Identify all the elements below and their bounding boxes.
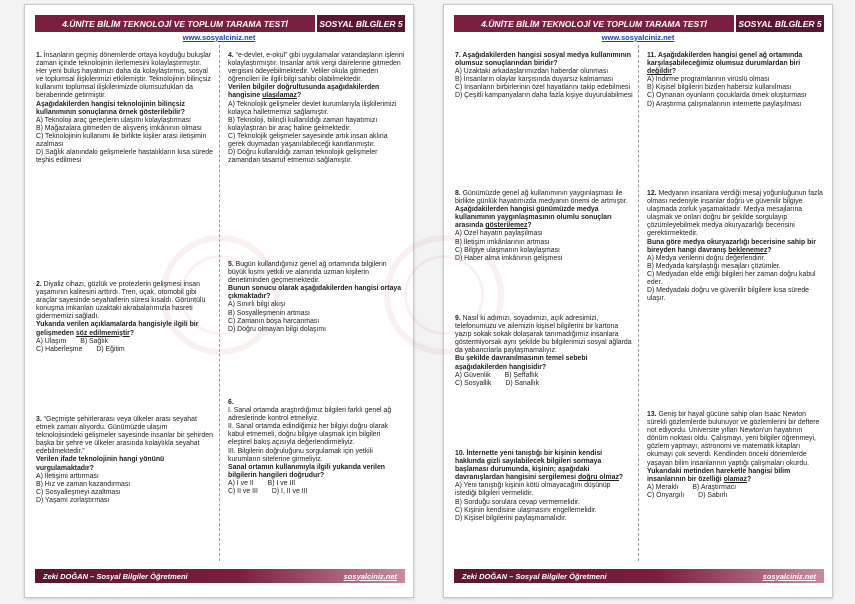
option-d[interactable]: D) Araştırma çalışmalarının internette paylaşılması xyxy=(647,100,802,108)
question-stem: Nasıl ki adımızı, soyadımızı, açık adresimizi, telefonumuzu ve ailemizin kişisel bilgilerini bir kartona yazıp sokak sokak dolaşarak tanımadığımız insanlara göstermiyorsak aynı şekilde bu bilgilerimizi sosyal ağlarda da yabancılarla paylaşmamalıyız. xyxy=(455,315,632,355)
question-number: 7. xyxy=(455,52,461,59)
option-c[interactable]: C) II ve III xyxy=(228,488,258,496)
statement-3: III. Bilgilerin doğruluğunu sorgulamak için yetkili kurumların sitelerine girmeliyiz. xyxy=(228,447,373,463)
option-c[interactable]: C) Haberleşme xyxy=(36,345,83,353)
question-number: 13. xyxy=(647,411,657,418)
header-subject: SOSYAL BİLGİLER 5 xyxy=(315,15,405,32)
option-d[interactable]: D) Doğru olmayan bilgi dolaşımı xyxy=(228,325,327,333)
option-c[interactable]: C) Medyadan elde ettiği bilgileri her zaman doğru kabul eder. xyxy=(647,270,816,287)
option-d[interactable]: D) Sağlık alanındaki gelişmelerle hastalıkların kısa sürede teşhis edilmesi xyxy=(36,149,213,165)
question-11 xyxy=(647,52,825,109)
question-number: 11. xyxy=(647,52,657,59)
question-ask-end: ? xyxy=(296,92,302,100)
question-ask-underlined: değildir xyxy=(647,68,672,76)
question-ask: Buna göre medya okuryazarlığı becerisine sahip bir bireyden hangi davranış xyxy=(647,238,816,254)
question-12 xyxy=(647,190,825,303)
question-8 xyxy=(455,190,633,263)
question-ask: Aşağıdakilerden hangisi genel ağ ortamında karşılaşabileceğimiz olumsuz durumlardan biri xyxy=(647,52,803,68)
question-ask: Aşağıdakilerden hangisi günümüzde medya kullanımının yaygınlaşmasının olumlu sonuçları arasında xyxy=(455,206,612,230)
statement-2: II. Sanal ortamda edindiğimiz her bilgiyi doğru olarak kabul etmemeli, doğru bilgiye ulaşmak için bilgileri eleştirel bakış açısıyla değerlendirmeliyiz. xyxy=(228,423,389,447)
question-ask-underlined: olamaz xyxy=(723,475,747,483)
question-ask: Yukarıdaki metinden hareketle hangisi bilim insanlarının bir özelliği xyxy=(647,467,791,483)
option-b[interactable]: B) I ve III xyxy=(267,479,296,487)
question-ask-end: ? xyxy=(746,475,752,483)
page-footer xyxy=(454,569,824,583)
page-left xyxy=(24,4,414,598)
option-b[interactable]: B) Şeffaflık xyxy=(504,371,539,379)
question-5 xyxy=(228,261,406,334)
question-number: 5. xyxy=(228,261,234,268)
question-ask-underlined: gösterilemez xyxy=(485,222,528,230)
question-number: 1. xyxy=(36,52,42,59)
option-c[interactable]: C) Önyargılı xyxy=(647,491,685,499)
question-ask-end: ? xyxy=(618,474,624,482)
option-a[interactable]: A) Güvenlik xyxy=(455,371,491,379)
question-ask: İnternette yeni tanıştığı bir kişinin kendisi hakkında gizli sayılabilecek bilgileri sormaya başlaması durumunda, kişinin; aşağıdaki davranışlardan hangisini sergilemesi xyxy=(455,450,603,482)
option-b[interactable]: B) Sorduğu sorulara cevap vermemelidir. xyxy=(455,498,580,506)
question-9 xyxy=(455,315,633,388)
question-ask-underlined: beklenemez xyxy=(728,246,768,254)
option-a[interactable]: A) Meraklı xyxy=(647,483,679,491)
option-d[interactable]: D) Çeşitli kampanyaların daha fazla kişiye duyurulabilmesi xyxy=(455,92,633,100)
option-a[interactable]: A) Ulaşım xyxy=(36,337,67,345)
question-ask: Bunun sonucu olarak aşağıdakilerden hangisi ortaya çıkmaktadır? xyxy=(228,285,402,301)
option-b[interactable]: B) Sosyalleşmenin artması xyxy=(228,309,310,317)
option-b[interactable]: B) Medyada karşılaştığı mesajları çözümler. xyxy=(647,262,781,270)
option-a[interactable]: A) Uzaktaki arkadaşlarımızdan haberdar olunması xyxy=(455,68,609,76)
column-divider xyxy=(638,45,639,561)
question-stem: Bugün kullandığımız genel ağ ortamında bilgilerin büyük kısmı yetkili ve alanında uzman kişilerin denetiminden geçmemektedir. xyxy=(228,261,387,285)
question-ask: Yukarıda verilen açıklamalarda hangisiyle ilgili bir gelişmeden xyxy=(36,321,199,337)
option-a[interactable]: A) Yeni tanıştığı kişinin kötü olmayacağını düşünüp istediği bilgileri vermelidir. xyxy=(455,482,611,498)
option-b[interactable]: B) Teknoloji, bilinçli kullanıldığı zaman hayatımızı kolaylaştıran bir araç haline gelmektedir. xyxy=(228,116,378,132)
question-4 xyxy=(228,52,406,165)
option-b[interactable]: B) Araştırmacı xyxy=(692,483,737,491)
question-ask-end: ? xyxy=(527,222,532,230)
footer-link[interactable]: sosyalciniz.net xyxy=(343,571,397,581)
option-d[interactable]: D) Eğitim xyxy=(96,345,125,353)
option-d[interactable]: D) Doğru kullanıldığı zaman teknolojik gelişmeler zamandan tasarruf etmemizi sağlamıştır. xyxy=(228,149,378,165)
option-d[interactable]: D) Kişisel bilgilerini paylaşmamalıdır. xyxy=(455,514,567,522)
question-number: 6. xyxy=(228,399,234,406)
question-2 xyxy=(36,281,214,354)
option-c[interactable]: C) Bilgiye ulaşmanın kolaylaşması xyxy=(455,246,560,254)
option-c[interactable]: C) İnsanların birbirlerinin özel hayatlarını takip edebilmesi xyxy=(455,84,631,92)
question-stem: “e-devlet, e-okul” gibi uygulamalar vatandaşların işlerini kolaylaştırmıştır. İnsanlar artık vergi dairelerine gitmeden vergisini ödeyebilmektedir. Veliler okula gitmeden öğrencileri ile ilgili bilgi sahibi olabilmektedir. xyxy=(228,52,405,84)
option-a[interactable]: A) İletişimi arttırması xyxy=(36,472,99,480)
option-a[interactable]: A) Özel hayatın paylaşılması xyxy=(455,230,543,238)
header-title: 4.ÜNİTE BİLİM TEKNOLOJİ VE TOPLUM TARAMA TESTİ xyxy=(35,15,315,32)
question-number: 10. xyxy=(455,450,465,457)
question-stem: Diyaliz cihazı, gözlük ve protezlerin gelişmesi insan yaşamının kalitesini arttırdı. Tren, uçak, otomobil gibi araçlar sayesinde seyahatlerin süresi kısaldı. Görüntülü konuşma imkanları uzaktaki akrabalarımızla hasreti gidermemizi sağladı. xyxy=(36,281,206,321)
option-b[interactable]: B) İnsanların olaylar karşısında duyarsız kalmaması xyxy=(455,76,614,84)
option-d[interactable]: D) Sanallık xyxy=(505,379,540,387)
option-b[interactable]: B) Sağlık xyxy=(80,337,109,345)
option-d[interactable]: D) Medyadaki doğru ve güvenilir bilgilere kısa sürede ulaşır. xyxy=(647,287,810,303)
footer-author: Zeki DOĞAN – Sosyal Bilgiler Öğretmeni xyxy=(462,571,607,581)
question-stem: Geniş bir hayal gücüne sahip olan Isaac Newton sürekli gözlemlerde bulunuyor ve gözlemlerini bir deftere not ediyordu. Üniversite yılları Newton'un hayatının dönüm noktası oldu. Çalışmayı, yeni bilgiler öğrenmeyi, gözlem yapmayı, astronomi ve matematik kitapları okumayı çok severdi. Kendinden önceki dönemlerde yaşayan bilim insanlarının yaptığı çalışmaları okurdu. xyxy=(647,411,820,467)
question-ask: Aşağıdakilerden hangisi teknolojinin bilinçsiz kullanımının sonuçlarına örnek gösterilebilir? xyxy=(36,100,185,116)
option-a[interactable]: A) İndirme programlarının virüslü olması xyxy=(647,76,770,84)
statement-1: I. Sanal ortamda araştırdığımız bilgileri farklı genel ağ adreslerinde kontrol etmeliyiz. xyxy=(228,407,392,423)
option-b[interactable]: B) Kişisel bilgilerin bizden habersiz kullanılması xyxy=(647,84,792,92)
question-ask-underlined: ulaşılamaz xyxy=(262,92,297,100)
option-c[interactable]: C) Kişinin kendisine ulaşmasını engellemelidir. xyxy=(455,506,597,514)
question-number: 2. xyxy=(36,281,42,288)
option-c[interactable]: C) Sosyalleşmeyi azaltması xyxy=(36,488,121,496)
question-1 xyxy=(36,52,214,165)
question-3 xyxy=(36,416,214,505)
question-ask: Aşağıdakilerden hangisi sosyal medya kullanımının olumsuz sonuçlarından biridir? xyxy=(455,52,631,68)
question-ask-end: ? xyxy=(671,68,677,76)
option-c[interactable]: C) Teknolojinin kullanımı ile birlikte kişiler arası iletişimin azalması xyxy=(36,132,207,149)
question-ask-underlined: söz edilmemiştir xyxy=(75,329,130,337)
option-d[interactable]: D) Sabırlı xyxy=(698,491,728,499)
question-number: 4. xyxy=(228,52,234,59)
option-d[interactable]: D) Yaşamı zorlaştırması xyxy=(36,496,110,504)
page-footer xyxy=(35,569,405,583)
option-a[interactable]: A) Teknoloji araç gereçlerin ulaşımı kolaylaştırması xyxy=(36,116,191,124)
question-stem: İnsanların geçmiş dönemlerde ortaya koyduğu buluşlar zaman içinde teknolojinin ilerlemesini kolaylaştırmıştır. Her yeni buluş hayatımızı daha da kolaylaştırmış, sosyal ve toplumsal ilişkilerimizi etkilemiştir. Teknolojinin bilinçsiz kullanımı toplumsal ilişkilerimizde olumsuzlukları da beraberinde getirmiştir. xyxy=(36,52,212,100)
question-13 xyxy=(647,411,825,500)
option-b[interactable]: B) İletişim imkânlarının artması xyxy=(455,238,550,246)
header-subject: SOSYAL BİLGİLER 5 xyxy=(734,15,824,32)
option-d[interactable]: D) Haber alma imkânının gelişmesi xyxy=(455,254,563,262)
site-link[interactable]: www.sosyalciniz.net xyxy=(182,33,256,42)
question-10 xyxy=(455,450,633,523)
option-b[interactable]: B) Hız ve zaman kazandırması xyxy=(36,480,131,488)
option-d[interactable]: D) I, II ve III xyxy=(271,488,308,496)
page-right xyxy=(443,4,833,598)
question-ask: Bu şekilde davranılmasının temel sebebi aşağıdakilerden hangisidir? xyxy=(455,355,588,371)
option-a[interactable]: A) I ve II xyxy=(228,479,254,487)
question-ask: Verilen bilgiler doğrultusunda aşağıdakilerden hangisine xyxy=(228,84,380,100)
question-number: 12. xyxy=(647,190,657,197)
question-stem: Günümüzde genel ağ kullanımının yaygınlaşması ile birlikte günlük hayatımızda medyanın önemi de artmıştır. xyxy=(455,190,628,206)
footer-link[interactable]: sosyalciniz.net xyxy=(762,571,816,581)
question-number: 8. xyxy=(455,190,461,197)
option-a[interactable]: A) Teknolojik gelişmeler devlet kurumlarıyla ilişkilerimizi kolayca halletmemizi sağlamıştır. xyxy=(228,100,397,116)
option-a[interactable]: A) Medya verilerini doğru değerlendirir. xyxy=(647,254,766,262)
option-a[interactable]: A) Sınırlı bilgi akışı xyxy=(228,301,286,309)
header-title: 4.ÜNİTE BİLİM TEKNOLOJİ VE TOPLUM TARAMA TESTİ xyxy=(454,15,734,32)
question-7 xyxy=(455,52,633,101)
option-c[interactable]: C) Oynanan oyunların çocuklarda örnek oluşturması xyxy=(647,92,807,100)
question-ask: Sanal ortamın kullanımıyla ilgili yukarıda verilen bilgilerin hangileri doğrudur? xyxy=(228,463,386,479)
page-header xyxy=(35,15,405,32)
option-c[interactable]: C) Teknolojik gelişmeler sayesinde artık insan aklına gerek duymadan yaşanılabileceği kanıtlanmıştır. xyxy=(228,132,388,149)
question-number: 9. xyxy=(455,315,461,322)
question-stem: “Geçmişte şehirlerarası veya ülkeler arası seyahat etmek zaman alıyordu. Günümüzde ulaşım teknolojisindeki gelişmeler sayesinde insanlar bir şehirden başka bir şehre ve ülkeler arasında kolaylıkla seyahat edebilmektedir.” xyxy=(36,416,213,456)
option-c[interactable]: C) Sosyallik xyxy=(455,379,492,387)
question-6 xyxy=(228,399,406,496)
question-ask-end: ? xyxy=(129,329,135,337)
question-ask-end: ? xyxy=(767,246,772,254)
page-header xyxy=(454,15,824,32)
question-number: 3. xyxy=(36,416,42,423)
option-b[interactable]: B) Mağazalara gitmeden de alışveriş imkânının olması xyxy=(36,124,202,132)
option-c[interactable]: C) Zamanın boşa harcanması xyxy=(228,317,320,325)
site-link[interactable]: www.sosyalciniz.net xyxy=(601,33,675,42)
column-divider xyxy=(219,45,220,561)
question-stem: Medyanın insanlara verdiği mesaj yoğunluğunun fazla olması nedeniyle insanlar doğru ve güvenilir bilgiye ulaşmada zorluk yaşamaktadır. Medya mesajlarına ulaşmak ve onları doğru bir şekilde sorgulayıp çözümleyebilmek medya okuryazarlığı becerisini gerektirmektedir. xyxy=(647,190,823,238)
question-ask: Verilen ifade teknolojinin hangi yönünü vurgulamaktadır? xyxy=(36,456,165,472)
question-ask-underlined: doğru olmaz xyxy=(577,474,619,482)
footer-author: Zeki DOĞAN – Sosyal Bilgiler Öğretmeni xyxy=(43,571,188,581)
